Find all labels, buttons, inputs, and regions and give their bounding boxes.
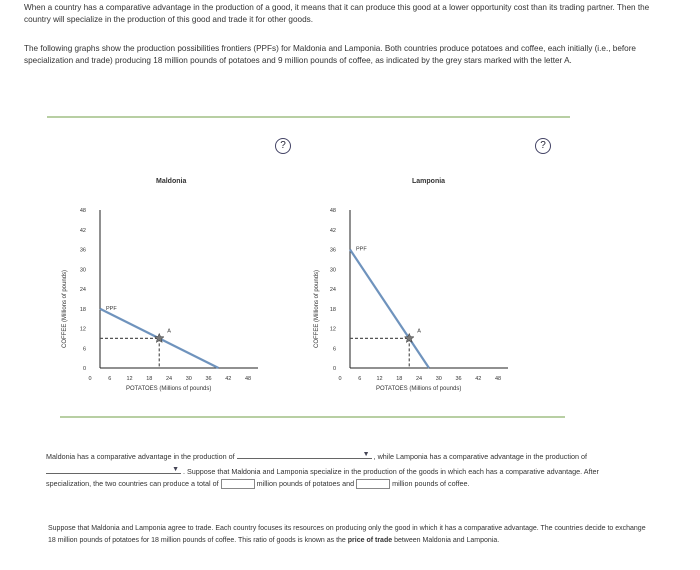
maldonia-y-tick-label: 48 bbox=[79, 208, 86, 214]
lamponia-x-tick-label: 48 bbox=[494, 376, 502, 382]
trade-paragraph: Suppose that Maldonia and Lamponia agree to trade. Each country focuses its resources on producing only the good in which it has a comparative advantage. The countries decide to exchange 18 million pounds of potatoes for 18 million pounds of coffee. This ratio of goods is known as the price of trade between Maldonia and Lamponia. bbox=[48, 525, 646, 544]
maldonia-x-tick-label: 12 bbox=[126, 376, 133, 382]
lamponia-x-tick-label: 42 bbox=[475, 376, 482, 382]
q1-unit-potatoes: million pounds of potatoes and bbox=[256, 479, 355, 488]
intro-paragraph-1: When a country has a comparative advantage in the production of a good, it means that it can produce this good at a lower opportunity cost than its trading partner. Then the country will specialize in the production of this good and trade it for other goods. bbox=[24, 3, 650, 24]
lamponia-graph-panel bbox=[290, 122, 570, 412]
lamponia-y-tick-label: 42 bbox=[329, 227, 336, 234]
lamponia-x-tick-label: 24 bbox=[415, 376, 423, 382]
maldonia-y-tick-label: 30 bbox=[79, 267, 86, 274]
lamponia-x-tick-label: 18 bbox=[396, 376, 403, 382]
maldonia-x-axis-label: POTATOES (Millions of pounds) bbox=[126, 386, 212, 392]
maldonia-x-tick-label: 6 bbox=[108, 376, 112, 382]
lamponia-y-tick-label: 6 bbox=[332, 346, 336, 353]
lamponia-x-tick-label: 0 bbox=[338, 376, 342, 382]
q1-text-pre: Maldonia has a comparative advantage in the production of bbox=[46, 452, 235, 461]
maldonia-x-tick-label: 24 bbox=[165, 376, 173, 382]
lamponia-y-tick-label: 24 bbox=[329, 287, 336, 293]
maldonia-chart-title: Maldonia bbox=[156, 178, 187, 185]
lamponia-x-tick-label: 30 bbox=[435, 376, 442, 382]
q1-unit-coffee: million pounds of coffee. bbox=[392, 479, 470, 488]
maldonia-y-tick-label: 0 bbox=[82, 366, 86, 372]
maldonia-y-tick-label: 6 bbox=[82, 346, 86, 353]
maldonia-y-axis-label: COFFEE (Millions of pounds) bbox=[62, 269, 68, 348]
maldonia-x-tick-label: 18 bbox=[146, 376, 153, 382]
lamponia-y-tick-label: 18 bbox=[329, 306, 336, 313]
chevron-down-icon: ▼ bbox=[172, 465, 179, 473]
total-coffee-input[interactable] bbox=[356, 479, 390, 489]
maldonia-x-tick-label: 0 bbox=[88, 376, 92, 382]
lamponia-x-tick-label: 6 bbox=[358, 376, 362, 382]
maldonia-y-tick-label: 12 bbox=[79, 326, 86, 333]
lamponia-y-tick-label: 30 bbox=[329, 267, 336, 274]
maldonia-y-tick-label: 18 bbox=[79, 306, 86, 313]
q1-text-post: . Suppose that Maldonia and Lamponia specialize in the production of the goods in which each has a comparative advantage. After specialization, the two countries can produce a total of bbox=[46, 466, 599, 488]
maldonia-x-tick-label: 48 bbox=[244, 376, 252, 382]
lamponia-x-axis-label: POTATOES (Millions of pounds) bbox=[376, 386, 462, 392]
maldonia-point-a-label: A bbox=[167, 328, 171, 335]
maldonia-ppf-label: PPF bbox=[106, 305, 117, 312]
maldonia-y-tick-label: 36 bbox=[79, 247, 86, 254]
chevron-down-icon: ▼ bbox=[362, 451, 370, 458]
intro-paragraph-2: The following graphs show the production possibilities frontiers (PPFs) for Maldonia and Lamponia. Both countries produce potatoes and coffee, each initially (i.e., before specialization and trade) producing 18 million pounds of potatoes and 9 million pounds of coffee, as indicated by the grey stars marked with the letter A. bbox=[24, 44, 636, 65]
lamponia-y-axis-label: COFFEE (Millions of pounds) bbox=[314, 269, 320, 348]
lamponia-y-tick-label: 48 bbox=[329, 208, 336, 214]
q1-text-mid: , while Lamponia has a comparative advantage in the production of bbox=[373, 452, 587, 461]
lamponia-ppf-label: PPF bbox=[356, 246, 367, 253]
comparative-advantage-dropdown-2[interactable] bbox=[46, 464, 181, 474]
lamponia-x-tick-label: 36 bbox=[455, 376, 462, 382]
question-block bbox=[46, 449, 636, 491]
bottom-divider bbox=[60, 416, 565, 418]
comparative-advantage-dropdown-1[interactable] bbox=[237, 449, 372, 459]
maldonia-x-tick-label: 42 bbox=[225, 376, 232, 382]
top-divider bbox=[47, 116, 570, 118]
lamponia-y-tick-label: 0 bbox=[332, 366, 336, 372]
maldonia-x-tick-label: 30 bbox=[185, 376, 192, 382]
lamponia-point-a-label: A bbox=[417, 328, 421, 335]
lamponia-chart-title: Lamponia bbox=[412, 178, 446, 185]
maldonia-x-tick-label: 36 bbox=[205, 376, 212, 382]
lamponia-x-tick-label: 12 bbox=[376, 376, 383, 382]
maldonia-help-icon[interactable]: ? bbox=[275, 138, 291, 154]
lamponia-y-tick-label: 12 bbox=[329, 326, 336, 333]
maldonia-y-tick-label: 24 bbox=[79, 287, 86, 293]
maldonia-y-tick-label: 42 bbox=[79, 227, 86, 234]
total-potatoes-input[interactable] bbox=[221, 479, 255, 489]
lamponia-help-icon[interactable]: ? bbox=[535, 138, 551, 154]
lamponia-y-tick-label: 36 bbox=[329, 247, 336, 254]
